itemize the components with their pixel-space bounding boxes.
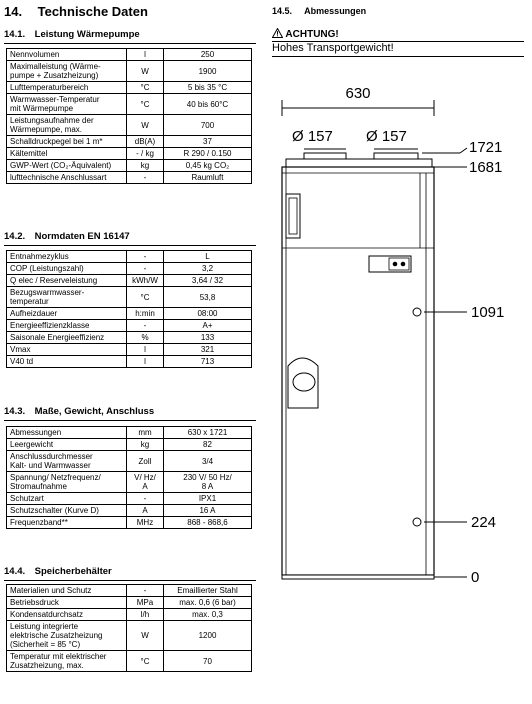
section-title: Maße, Gewicht, Anschluss xyxy=(34,406,155,417)
warning-divider xyxy=(272,56,524,57)
height-224: 224 xyxy=(471,514,497,531)
row-label: Maximalleistung (Wärme- pumpe + Zusatzheizung) xyxy=(7,61,127,82)
connection-icon xyxy=(413,308,421,316)
height-1681: 1681 xyxy=(469,159,503,176)
row-unit: °C xyxy=(127,651,164,672)
row-label: Frequenzband** xyxy=(7,517,127,529)
table-row xyxy=(7,427,252,439)
table-row xyxy=(7,609,252,621)
row-value: 630 x 1721 xyxy=(164,427,252,439)
row-value: Emaillierter Stahl xyxy=(164,585,252,597)
table-row xyxy=(7,320,252,332)
row-label: Bezugswarmwasser- temperatur xyxy=(7,287,127,308)
knob-icon xyxy=(401,262,406,267)
table-row xyxy=(7,621,252,651)
row-label: lufttechnische Anschlussart xyxy=(7,172,127,184)
row-value: 70 xyxy=(164,651,252,672)
row-unit: h:min xyxy=(127,308,164,320)
row-value: IPX1 xyxy=(164,493,252,505)
height-1721: 1721 xyxy=(469,139,503,156)
table-row xyxy=(7,651,252,672)
row-unit: kg xyxy=(127,439,164,451)
row-label: Materialien und Schutz xyxy=(7,585,127,597)
row-label: Schutzschalter (Kurve D) xyxy=(7,505,127,517)
height-1091: 1091 xyxy=(471,304,505,321)
table-row xyxy=(7,94,252,115)
table-row xyxy=(7,49,252,61)
row-label: Leistung integrierte elektrische Zusatzheizung (Sicherheit = 85 °C) xyxy=(7,621,127,651)
row-label: Temperatur mit elektrischer Zusatzheizung, max. xyxy=(7,651,127,672)
height-0: 0 xyxy=(471,569,480,586)
leader-1721 xyxy=(460,148,467,153)
section-heading-1 xyxy=(4,29,140,40)
section-number: 14.4. xyxy=(4,566,26,577)
unit-top-cap xyxy=(286,159,432,167)
dimension-drawing xyxy=(262,70,528,590)
row-label: Kondensatdurchsatz xyxy=(7,609,127,621)
row-unit: MHz xyxy=(127,517,164,529)
row-unit: W xyxy=(127,61,164,82)
row-unit: l xyxy=(127,356,164,368)
row-unit: l/h xyxy=(127,609,164,621)
row-unit: - xyxy=(127,172,164,184)
row-label: GWP-Wert (CO₂-Äquivalent) xyxy=(7,160,127,172)
row-label: Warmwasser-Temperatur mit Wärmepumpe xyxy=(7,94,127,115)
heading-title: Technische Daten xyxy=(37,4,148,19)
row-unit: - xyxy=(127,493,164,505)
row-unit: l xyxy=(127,49,164,61)
row-label: Betriebsdruck xyxy=(7,597,127,609)
row-unit: - xyxy=(127,320,164,332)
row-unit: V/ Hz/ A xyxy=(127,472,164,493)
row-label: Energieeffizienzklasse xyxy=(7,320,127,332)
row-unit: °C xyxy=(127,94,164,115)
table-row xyxy=(7,517,252,529)
table-row xyxy=(7,585,252,597)
table-row xyxy=(7,344,252,356)
section-title: Leistung Wärmepumpe xyxy=(34,29,140,40)
section-title: Normdaten EN 16147 xyxy=(34,231,130,242)
display-icon xyxy=(389,258,409,270)
section-divider xyxy=(4,580,256,581)
pipe-diameter-right: Ø 157 xyxy=(366,128,407,145)
row-value: 3,2 xyxy=(164,263,252,275)
row-unit: - xyxy=(127,251,164,263)
table-row xyxy=(7,597,252,609)
section-heading-2 xyxy=(4,231,130,242)
row-label: Abmessungen xyxy=(7,427,127,439)
table-row xyxy=(7,136,252,148)
table-row xyxy=(7,275,252,287)
row-value: 133 xyxy=(164,332,252,344)
unit-feet xyxy=(282,575,434,579)
heading-number: 14. xyxy=(4,4,23,19)
row-label: Schalldruckpegel bei 1 m* xyxy=(7,136,127,148)
section-heading-3 xyxy=(4,406,154,417)
table-row xyxy=(7,332,252,344)
table-row xyxy=(7,82,252,94)
section-title: Abmessungen xyxy=(304,6,367,16)
row-value: 1200 xyxy=(164,621,252,651)
row-unit: MPa xyxy=(127,597,164,609)
row-value: Raumluft xyxy=(164,172,252,184)
row-label: Aufheizdauer xyxy=(7,308,127,320)
table-speicherbehaelter xyxy=(6,584,252,672)
row-label: Vmax xyxy=(7,344,127,356)
table-row xyxy=(7,439,252,451)
row-value: 321 xyxy=(164,344,252,356)
row-value: 3,64 / 32 xyxy=(164,275,252,287)
row-unit: °C xyxy=(127,287,164,308)
connection-icon xyxy=(413,518,421,526)
table-row xyxy=(7,287,252,308)
row-label: Anschlussdurchmesser Kalt- und Warmwasser xyxy=(7,451,127,472)
table-row xyxy=(7,472,252,493)
row-value: A+ xyxy=(164,320,252,332)
table-row xyxy=(7,308,252,320)
row-value: 82 xyxy=(164,439,252,451)
row-label: Entnahmezyklus xyxy=(7,251,127,263)
row-label: Leistungsaufnahme der Wärmepumpe, max. xyxy=(7,115,127,136)
row-label: Lufttemperaturbereich xyxy=(7,82,127,94)
width-label: 630 xyxy=(345,85,371,102)
pipe-stub-left xyxy=(304,153,346,159)
row-label: COP (Leistungszahl) xyxy=(7,263,127,275)
row-unit: kg xyxy=(127,160,164,172)
row-value: L xyxy=(164,251,252,263)
pipe-diameter-left: Ø 157 xyxy=(292,128,333,145)
row-unit: - xyxy=(127,585,164,597)
table-row xyxy=(7,172,252,184)
row-value: R 290 / 0.150 xyxy=(164,148,252,160)
row-unit: dB(A) xyxy=(127,136,164,148)
table-row xyxy=(7,505,252,517)
section-divider xyxy=(4,420,256,421)
section-divider xyxy=(4,245,256,246)
row-value: 700 xyxy=(164,115,252,136)
table-row xyxy=(7,451,252,472)
row-value: 3/4 xyxy=(164,451,252,472)
table-row xyxy=(7,160,252,172)
flange-opening xyxy=(293,373,315,391)
section-number: 14.1. xyxy=(4,29,26,40)
table-masse-gewicht xyxy=(6,426,252,529)
row-unit: - / kg xyxy=(127,148,164,160)
row-unit: Zoll xyxy=(127,451,164,472)
row-unit: °C xyxy=(127,82,164,94)
row-label: Spannung/ Netzfrequenz/ Stromaufnahme xyxy=(7,472,127,493)
row-value: 40 bis 60°C xyxy=(164,94,252,115)
row-label: Kältemittel xyxy=(7,148,127,160)
row-unit: kWh/W xyxy=(127,275,164,287)
row-unit: A xyxy=(127,505,164,517)
row-value: max. 0,3 xyxy=(164,609,252,621)
pipe-stub-right xyxy=(374,153,418,159)
section-heading-4 xyxy=(4,566,112,577)
row-value: 37 xyxy=(164,136,252,148)
row-unit: - xyxy=(127,263,164,275)
row-value: 16 A xyxy=(164,505,252,517)
table-row xyxy=(7,251,252,263)
page-heading xyxy=(4,4,254,19)
table-normdaten xyxy=(6,250,252,368)
warning-triangle-icon xyxy=(272,28,283,38)
knob-icon xyxy=(393,262,398,267)
row-unit: W xyxy=(127,621,164,651)
row-value: 53,8 xyxy=(164,287,252,308)
row-value: 250 xyxy=(164,49,252,61)
warning-label-text: ACHTUNG! xyxy=(285,29,339,40)
row-value: 0,45 kg CO₂ xyxy=(164,160,252,172)
warning-text: Hohes Transportgewicht! xyxy=(272,42,394,54)
row-value: 230 V/ 50 Hz/ 8 A xyxy=(164,472,252,493)
table-row xyxy=(7,115,252,136)
dimensions-heading xyxy=(272,6,366,16)
table-row xyxy=(7,493,252,505)
table-leistung-waermepumpe xyxy=(6,48,252,184)
row-value: 713 xyxy=(164,356,252,368)
row-unit: % xyxy=(127,332,164,344)
row-value: 1900 xyxy=(164,61,252,82)
table-row xyxy=(7,263,252,275)
row-label: Schutzart xyxy=(7,493,127,505)
table-row xyxy=(7,148,252,160)
warning-label xyxy=(272,28,339,40)
row-unit: W xyxy=(127,115,164,136)
row-label: Q elec / Reserveleistung xyxy=(7,275,127,287)
section-divider xyxy=(4,43,256,44)
section-title: Speicherbehälter xyxy=(34,566,112,577)
row-unit: l xyxy=(127,344,164,356)
side-module xyxy=(286,194,300,238)
row-value: max. 0,6 (6 bar) xyxy=(164,597,252,609)
row-value: 5 bis 35 °C xyxy=(164,82,252,94)
row-unit: mm xyxy=(127,427,164,439)
row-label: V40 td xyxy=(7,356,127,368)
section-number: 14.5. xyxy=(272,6,293,16)
row-value: 08:00 xyxy=(164,308,252,320)
table-row xyxy=(7,356,252,368)
row-label: Nennvolumen xyxy=(7,49,127,61)
row-value: 868 - 868,6 xyxy=(164,517,252,529)
row-label: Saisonale Energieeffizienz xyxy=(7,332,127,344)
table-row xyxy=(7,61,252,82)
row-label: Leergewicht xyxy=(7,439,127,451)
section-number: 14.2. xyxy=(4,231,26,242)
section-number: 14.3. xyxy=(4,406,26,417)
